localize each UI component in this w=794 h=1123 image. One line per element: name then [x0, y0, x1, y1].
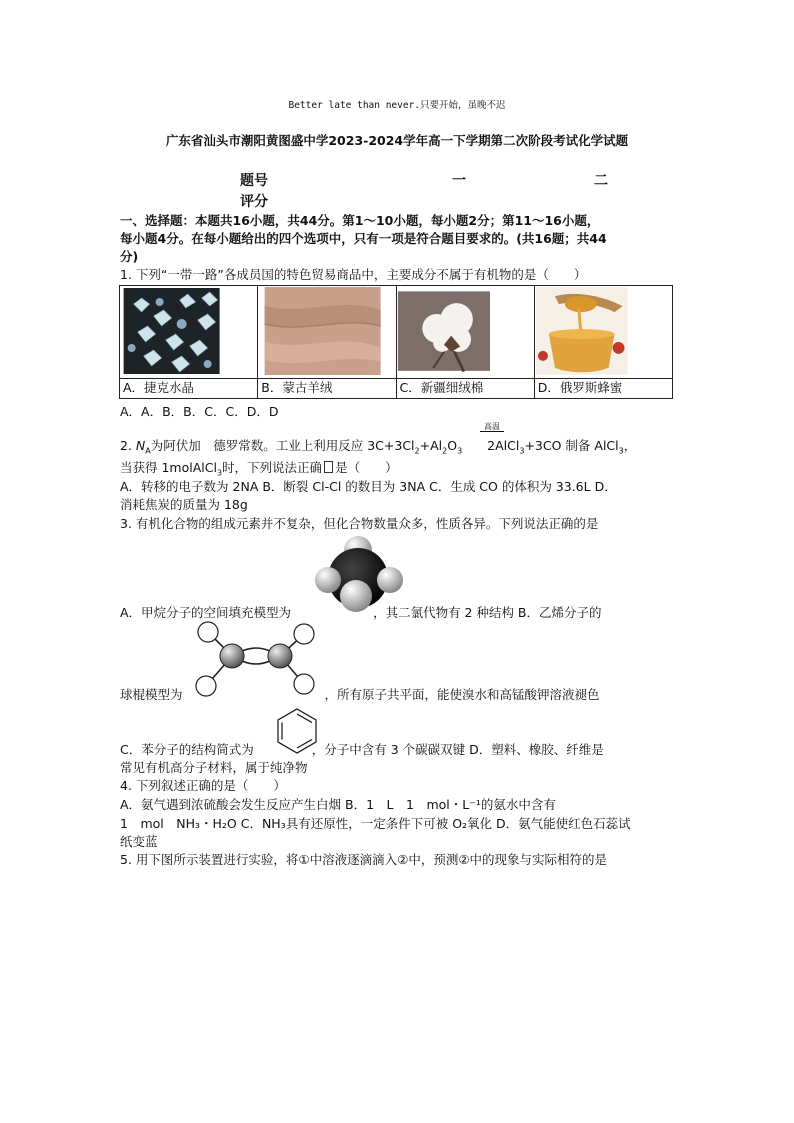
score-table-col-2: 二	[594, 173, 608, 189]
q3-option-c-text: C．苯分子的结构简式为	[120, 742, 254, 757]
q2-line-1-text-b: 为阿伏加 德罗常数。工业上利用反应 3C+3Cl	[150, 438, 415, 453]
q4-line-1: A．氨气遇到浓硫酸会发生反应产生白烟 B．1 L 1 mol・L⁻¹的氨水中含有	[120, 797, 556, 812]
q2-na-symbol: N	[135, 438, 146, 453]
q1-item-b	[258, 286, 396, 399]
section-1-line-2: 每小题4分。在每小题给出的四个选项中，只有一项是符合题目要求的。(共16题；共44	[120, 231, 607, 246]
q2-line-2-sub: 3	[216, 468, 223, 478]
q4-stem: 4. 下列叙述正确的是（ ）	[120, 778, 286, 793]
q2-condition-arrow-line	[480, 431, 504, 432]
section-1-line-3: 分)	[120, 249, 139, 264]
q1-stem: 1. 下列“一带一路”各成员国的特色贸易商品中，主要成分不属于有机物的是（ ）	[120, 267, 587, 282]
q2-line-1-text-l: ，	[623, 438, 637, 453]
q2-condition-high-temperature: 高温	[484, 422, 500, 431]
q3-line-c	[120, 741, 680, 759]
q3-option-b-text: 球棍模型为	[120, 687, 183, 702]
crystal-beads-photo	[120, 286, 257, 378]
score-table-col-1: 一	[452, 173, 466, 189]
q1-item-a	[120, 286, 258, 399]
q1-item-d-label: D．俄罗斯蜂蜜	[535, 378, 672, 397]
q2-line-1	[120, 437, 680, 461]
q2-options-line: A．转移的电子数为 2NA B．断裂 Cl-Cl 的数目为 3NA C．生成 CO 的体积为 33.6L D．	[120, 479, 617, 494]
q1-item-c	[396, 286, 534, 399]
q5-stem: 5. 用下图所示装置进行实验，将①中溶液逐滴滴入②中，预测②中的现象与实际相符的是	[120, 852, 608, 867]
q1-item-table	[119, 285, 673, 399]
q2-line-1-text-j: +3CO 制备 AlCl	[524, 438, 619, 453]
q1-options: A．A．B．B．C．C．D．D	[120, 404, 279, 419]
q2-line-2-text-d: 是（ ）	[335, 460, 398, 475]
q1-item-b-label: B．蒙古羊绒	[258, 378, 395, 397]
score-table-col-label: 题号	[240, 173, 268, 189]
q3-stem: 3. 有机化合物的组成元素并不复杂，但化合物数量众多，性质各异。下列说法正确的是	[120, 516, 599, 531]
q2-line-2-text-a: 当获得 1molAlCl	[120, 460, 217, 475]
q1-item-a-label: A．捷克水晶	[120, 378, 257, 397]
q3-line-b	[120, 686, 680, 704]
cotton-boll-photo	[397, 286, 534, 378]
q3-option-a-tail: ，其二氯代物有 2 种结构 B．乙烯分子的	[373, 605, 602, 620]
q3-option-a-text: A．甲烷分子的空间填充模型为	[120, 605, 292, 620]
q2-na-subscript: A	[145, 446, 151, 456]
q2-line-1-text-h: 2AlCl	[462, 438, 520, 453]
q2-line-2-text-c: 时，下列说法正确	[222, 460, 323, 475]
score-table-row-label: 评分	[240, 194, 268, 210]
section-1-line-1: 一、选择题：本题共16小题，共44分。第1～10小题，每小题2分；第11～16小题，	[120, 213, 600, 228]
q2-number: 2.	[120, 438, 136, 453]
q4-line-2: 1 mol NH₃・H₂O C．NH₃具有还原性，一定条件下可被 O₂氧化 D．氨气能使红色石蕊试	[120, 816, 631, 831]
q3-option-c-tail: ，分子中含有 3 个碳碳双键 D．塑料、橡胶、纤维是	[311, 742, 604, 757]
q2-sub-k: 3	[618, 446, 624, 456]
q1-item-d	[534, 286, 672, 399]
missing-glyph-box	[324, 461, 333, 473]
q4-line-3: 纸变蓝	[120, 834, 158, 849]
exam-title: 广东省汕头市潮阳黄图盛中学2023-2024学年高一下学期第二次阶段考试化学试题	[165, 133, 629, 148]
q2-sub-g: 3	[457, 446, 463, 456]
q2-line-1-text-f: O	[447, 438, 458, 453]
honey-photo	[535, 286, 672, 378]
q2-options-line-2: 消耗焦炭的质量为 18g	[120, 497, 248, 512]
cashmere-fabric-photo	[258, 286, 395, 378]
q2-sub-i: 3	[519, 446, 525, 456]
q2-sub-e: 2	[442, 446, 448, 456]
q3-line-d: 常见有机高分子材料，属于纯净物	[120, 760, 308, 775]
q3-option-b-tail: ，所有原子共平面，能使溴水和高锰酸钾溶液褪色	[324, 687, 600, 702]
q1-item-c-label: C．新疆细绒棉	[397, 378, 534, 397]
header-motto: Better late than never.只要开始，虽晚不迟	[288, 100, 506, 111]
q2-sub-c: 2	[414, 446, 420, 456]
q2-line-1-text-d: +Al	[419, 438, 443, 453]
